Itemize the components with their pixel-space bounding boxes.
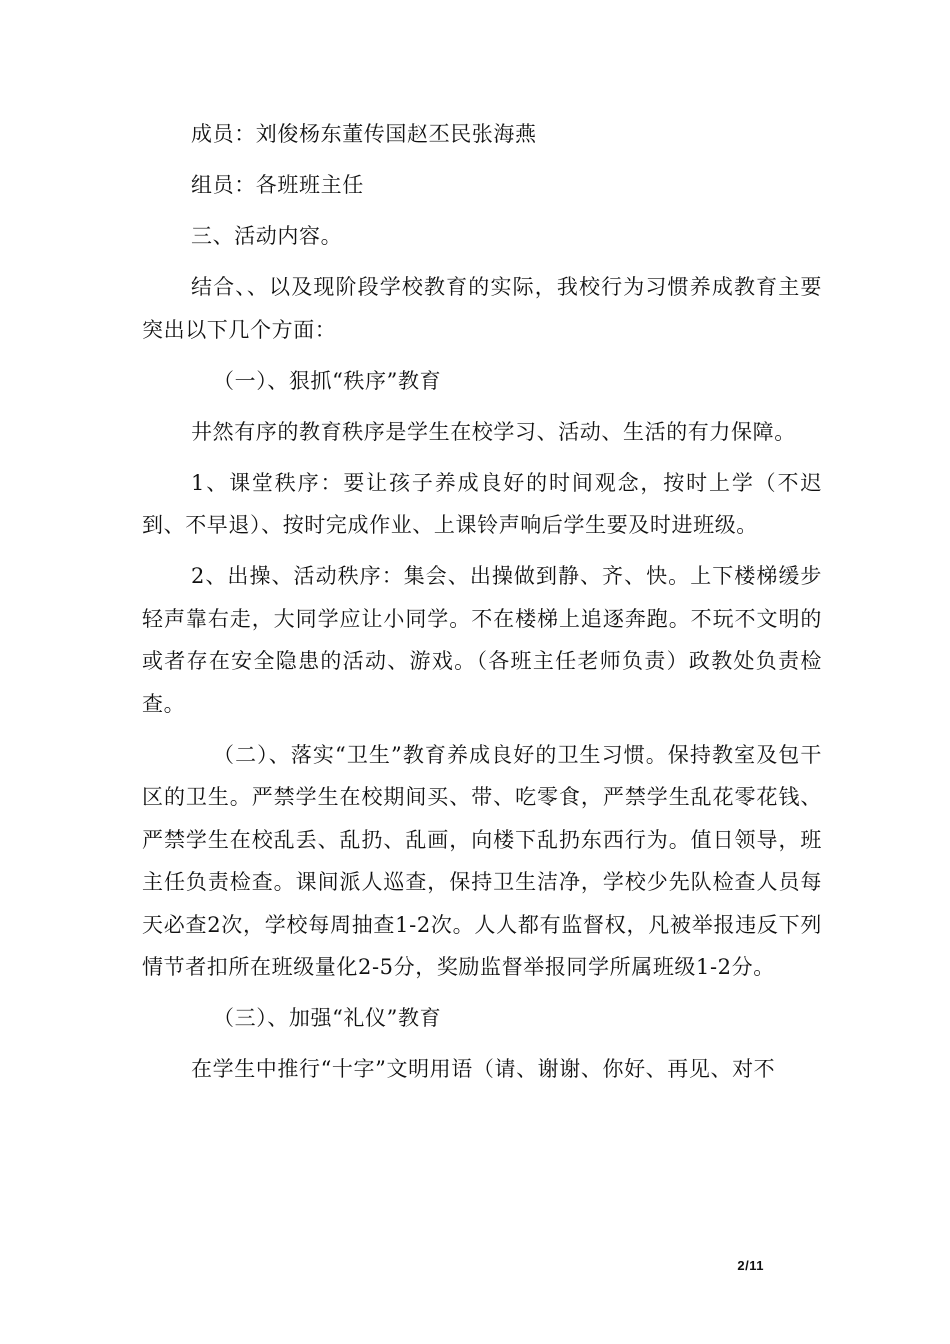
section-heading-activity-content: 三、活动内容。 xyxy=(191,224,343,248)
intro-paragraph: 结合、、以及现阶段学校教育的实际，我校行为习惯养成教育主要突出以下几个方面： xyxy=(142,275,822,342)
page-number: 2/11 xyxy=(737,1258,764,1273)
members-line: 成员：刘俊杨东董传国赵丕民张海燕 xyxy=(191,122,537,146)
order-intro-paragraph: 井然有序的教育秩序是学生在校学习、活动、生活的有力保障。 xyxy=(191,419,796,444)
subsection-heading-etiquette: （三）、加强“礼仪”教育 xyxy=(213,1006,442,1030)
classroom-order-paragraph: 1、课堂秩序：要让孩子养成良好的时间观念，按时上学（不迟到、不早退）、按时完成作业、上课铃声响后学生要及时进班级。 xyxy=(142,470,822,537)
group-members-line: 组员：各班班主任 xyxy=(191,173,364,197)
etiquette-paragraph: 在学生中推行“十字”文明用语（请、谢谢、你好、再见、对不 xyxy=(191,1057,776,1081)
hygiene-paragraph: （二）、落实“卫生”教育养成良好的卫生习惯。保持教室及包干区的卫生。严禁学生在校期间买、带、吃零食，严禁学生乱花零花钱、严禁学生在校乱丢、乱扔、乱画，向楼下乱扔东西行为。值日领导，班主任负责检查。课间派人巡查，保持卫生洁净，学校少先队检查人员每天必查2次，学校每周抽查1-2次。人人都有监督权，凡被举报违反下列情节者扣所在班级量化2-5分，奖励监督举报同学所属班级1-2分。 xyxy=(142,742,822,979)
document-body xyxy=(142,113,822,1099)
subsection-heading-order: （一）、狠抓“秩序”教育 xyxy=(213,368,442,393)
exercise-order-paragraph: 2、出操、活动秩序：集会、出操做到静、齐、快。上下楼梯缓步轻声靠右走，大同学应让小同学。不在楼梯上追逐奔跑。不玩不文明的或者存在安全隐患的活动、游戏。（各班主任老师负责）政教处负责检查。 xyxy=(142,564,822,716)
